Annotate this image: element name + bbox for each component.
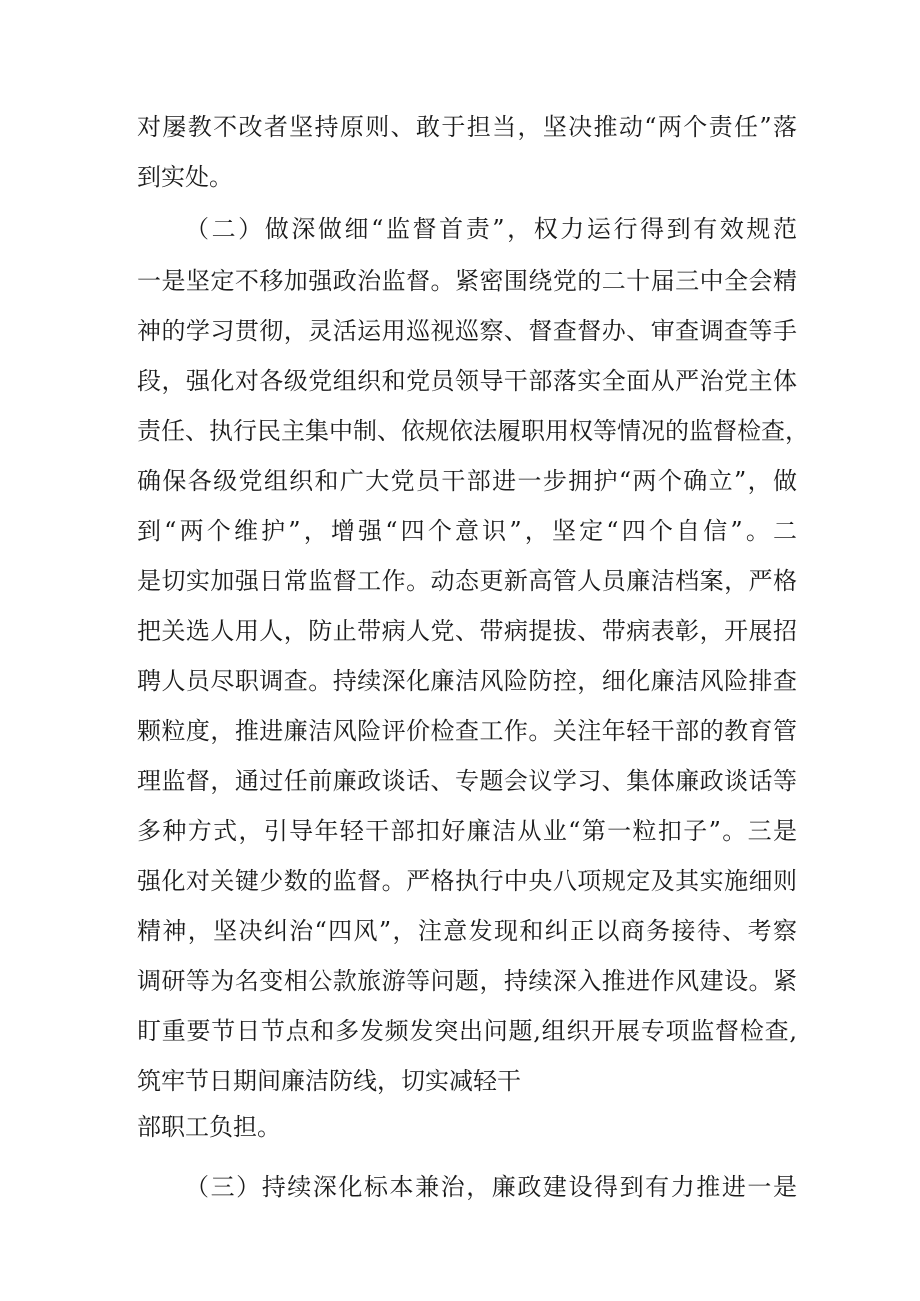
paragraph-line: 强化对关键少数的监督。严格执行中央八项规定及其实施细则 (137, 867, 797, 895)
paragraph-line: 调研等为名变相公款旅游等问题，持续深入推进作风建设。紧 (137, 967, 797, 995)
paragraph-line: 责任、执行民主集中制、依规依法履职用权等情况的监督检查， (137, 417, 809, 445)
paragraph-line: 到实处。 (137, 163, 233, 191)
paragraph-line: 是切实加强日常监督工作。动态更新高管人员廉洁档案，严格 (137, 567, 797, 595)
paragraph-line: 到“两个维护”，增强“四个意识”，坚定“四个自信”。二 (137, 517, 797, 545)
paragraph-line: 部职工负担。 (137, 1113, 281, 1141)
paragraph-line: 理监督，通过任前廉政谈话、专题会议学习、集体廉政谈话等 (137, 767, 797, 795)
paragraph-line: 筑牢节日期间廉洁防线，切实减轻干 (137, 1067, 521, 1095)
section-heading: （二）做深做细“监督首责”，权力运行得到有效规范 (185, 215, 797, 243)
paragraph-line: 多种方式，引导年轻干部扣好廉洁从业“第一粒扣子”。三是 (137, 817, 797, 845)
paragraph-line: 精神，坚决纠治“四风”，注意发现和纠正以商务接待、考察 (137, 917, 797, 945)
paragraph-line: 段，强化对各级党组织和党员领导干部落实全面从严治党主体 (137, 367, 797, 395)
section-heading: （三）持续深化标本兼治，廉政建设得到有力推进一是 (185, 1173, 797, 1201)
paragraph-line: 神的学习贯彻，灵活运用巡视巡察、督查督办、审查调查等手 (137, 317, 797, 345)
paragraph-line: 把关选人用人，防止带病人党、带病提拔、带病表彰，开展招 (137, 617, 797, 645)
paragraph-line: 对屡教不改者坚持原则、敢于担当，坚决推动“两个责任”落 (137, 113, 797, 141)
paragraph-line: 盯重要节日节点和多发频发突出问题,组织开展专项监督检查, (137, 1017, 797, 1045)
paragraph-line: 确保各级党组织和广大党员干部进一步拥护“两个确立”，做 (137, 467, 797, 495)
paragraph-line: 聘人员尽职调查。持续深化廉洁风险防控，细化廉洁风险排查 (137, 667, 797, 695)
paragraph-line: 一是坚定不移加强政治监督。紧密围绕党的二十届三中全会精 (137, 267, 797, 295)
paragraph-line: 颗粒度，推进廉洁风险评价检查工作。关注年轻干部的教育管 (137, 717, 797, 745)
